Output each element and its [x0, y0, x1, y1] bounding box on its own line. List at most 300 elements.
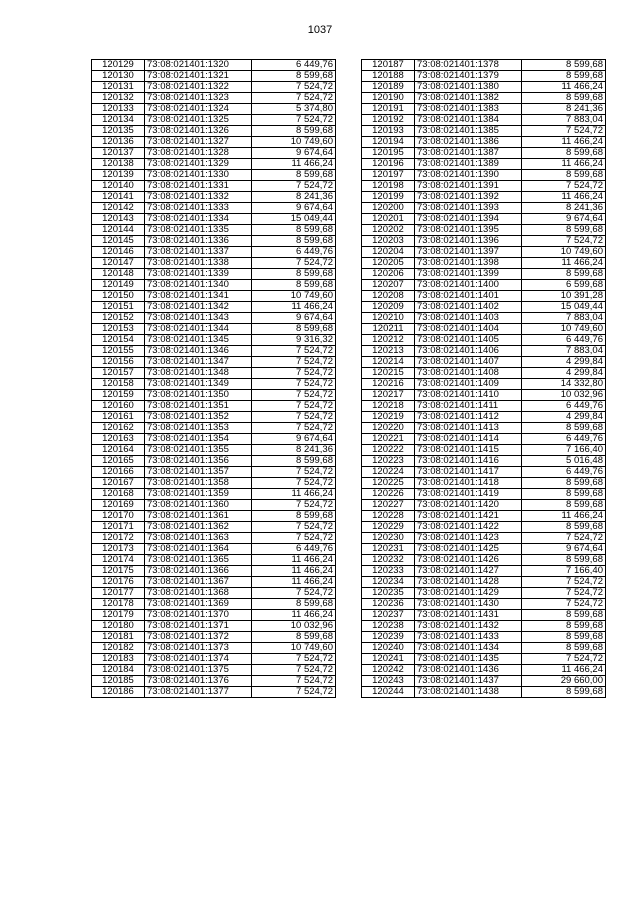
cadastral-number-cell: 73:08:021401:1405 — [415, 335, 522, 346]
row-number-cell: 120185 — [92, 676, 145, 687]
value-cell: 7 524,72 — [252, 93, 336, 104]
table-row — [362, 654, 606, 665]
table-row — [92, 324, 336, 335]
value-cell: 10 032,96 — [522, 390, 606, 401]
cadastral-number-cell: 73:08:021401:1348 — [145, 368, 252, 379]
row-number-cell: 120170 — [92, 511, 145, 522]
cadastral-number-cell: 73:08:021401:1380 — [415, 82, 522, 93]
row-number-cell: 120140 — [92, 181, 145, 192]
cadastral-number-cell: 73:08:021401:1393 — [415, 203, 522, 214]
row-number-cell: 120189 — [362, 82, 415, 93]
cadastral-number-cell: 73:08:021401:1430 — [415, 599, 522, 610]
table-row — [92, 247, 336, 258]
row-number-cell: 120243 — [362, 676, 415, 687]
table-row — [362, 126, 606, 137]
table-row — [92, 555, 336, 566]
cadastral-number-cell: 73:08:021401:1398 — [415, 258, 522, 269]
value-cell: 8 599,68 — [252, 269, 336, 280]
table-row — [92, 511, 336, 522]
table-row — [92, 93, 336, 104]
row-number-cell: 120137 — [92, 148, 145, 159]
row-number-cell: 120226 — [362, 489, 415, 500]
value-cell: 15 049,44 — [252, 214, 336, 225]
value-cell: 8 599,68 — [522, 489, 606, 500]
table-row — [362, 456, 606, 467]
table-row — [92, 71, 336, 82]
row-number-cell: 120230 — [362, 533, 415, 544]
table-row — [92, 104, 336, 115]
row-number-cell: 120192 — [362, 115, 415, 126]
row-number-cell: 120169 — [92, 500, 145, 511]
value-cell: 29 660,00 — [522, 676, 606, 687]
row-number-cell: 120229 — [362, 522, 415, 533]
table-row — [362, 225, 606, 236]
table-row — [92, 225, 336, 236]
table-row — [362, 203, 606, 214]
cadastral-number-cell: 73:08:021401:1421 — [415, 511, 522, 522]
row-number-cell: 120182 — [92, 643, 145, 654]
row-number-cell: 120217 — [362, 390, 415, 401]
row-number-cell: 120183 — [92, 654, 145, 665]
cadastral-number-cell: 73:08:021401:1378 — [415, 60, 522, 71]
table-row — [92, 148, 336, 159]
value-cell: 7 524,72 — [522, 533, 606, 544]
cadastral-number-cell: 73:08:021401:1353 — [145, 423, 252, 434]
value-cell: 7 524,72 — [252, 467, 336, 478]
cadastral-number-cell: 73:08:021401:1334 — [145, 214, 252, 225]
row-number-cell: 120213 — [362, 346, 415, 357]
row-number-cell: 120166 — [92, 467, 145, 478]
value-cell: 11 466,24 — [252, 577, 336, 588]
cadastral-number-cell: 73:08:021401:1418 — [415, 478, 522, 489]
row-number-cell: 120180 — [92, 621, 145, 632]
value-cell: 6 449,76 — [252, 544, 336, 555]
table-row — [92, 599, 336, 610]
table-row — [92, 82, 336, 93]
value-cell: 10 391,28 — [522, 291, 606, 302]
value-cell: 11 466,24 — [522, 258, 606, 269]
value-cell: 11 466,24 — [522, 511, 606, 522]
value-cell: 11 466,24 — [522, 137, 606, 148]
row-number-cell: 120168 — [92, 489, 145, 500]
table-row — [362, 467, 606, 478]
table-row — [362, 687, 606, 698]
table-row — [92, 368, 336, 379]
row-number-cell: 120135 — [92, 126, 145, 137]
value-cell: 7 166,40 — [522, 566, 606, 577]
value-cell: 8 599,68 — [252, 280, 336, 291]
row-number-cell: 120132 — [92, 93, 145, 104]
cadastral-number-cell: 73:08:021401:1320 — [145, 60, 252, 71]
cadastral-number-cell: 73:08:021401:1429 — [415, 588, 522, 599]
row-number-cell: 120199 — [362, 192, 415, 203]
table-row — [362, 566, 606, 577]
value-cell: 4 299,84 — [522, 368, 606, 379]
row-number-cell: 120215 — [362, 368, 415, 379]
value-cell: 6 449,76 — [252, 60, 336, 71]
cadastral-number-cell: 73:08:021401:1410 — [415, 390, 522, 401]
row-number-cell: 120184 — [92, 665, 145, 676]
row-number-cell: 120147 — [92, 258, 145, 269]
table-row — [362, 236, 606, 247]
cadastral-number-cell: 73:08:021401:1395 — [415, 225, 522, 236]
value-cell: 8 599,68 — [522, 522, 606, 533]
table-row — [92, 621, 336, 632]
row-number-cell: 120133 — [92, 104, 145, 115]
value-cell: 7 883,04 — [522, 115, 606, 126]
cadastral-number-cell: 73:08:021401:1367 — [145, 577, 252, 588]
cadastral-number-cell: 73:08:021401:1420 — [415, 500, 522, 511]
cadastral-number-cell: 73:08:021401:1377 — [145, 687, 252, 698]
value-cell: 7 524,72 — [252, 357, 336, 368]
value-cell: 6 449,76 — [522, 401, 606, 412]
table-row — [362, 214, 606, 225]
value-cell: 10 749,60 — [522, 324, 606, 335]
table-row — [362, 247, 606, 258]
value-cell: 8 599,68 — [252, 71, 336, 82]
table-row — [362, 610, 606, 621]
value-cell: 7 524,72 — [252, 412, 336, 423]
value-cell: 9 674,64 — [252, 148, 336, 159]
table-row — [362, 192, 606, 203]
cadastral-number-cell: 73:08:021401:1394 — [415, 214, 522, 225]
value-cell: 8 599,68 — [522, 621, 606, 632]
left-table-body — [92, 60, 336, 698]
cadastral-number-cell: 73:08:021401:1422 — [415, 522, 522, 533]
row-number-cell: 120228 — [362, 511, 415, 522]
row-number-cell: 120231 — [362, 544, 415, 555]
value-cell: 7 524,72 — [252, 346, 336, 357]
table-row — [92, 654, 336, 665]
row-number-cell: 120153 — [92, 324, 145, 335]
value-cell: 8 241,36 — [522, 203, 606, 214]
value-cell: 6 599,68 — [522, 280, 606, 291]
value-cell: 8 599,68 — [252, 456, 336, 467]
value-cell: 8 599,68 — [522, 555, 606, 566]
row-number-cell: 120214 — [362, 357, 415, 368]
cadastral-number-cell: 73:08:021401:1333 — [145, 203, 252, 214]
table-row — [92, 467, 336, 478]
value-cell: 7 883,04 — [522, 313, 606, 324]
row-number-cell: 120176 — [92, 577, 145, 588]
cadastral-number-cell: 73:08:021401:1392 — [415, 192, 522, 203]
value-cell: 4 299,84 — [522, 357, 606, 368]
row-number-cell: 120139 — [92, 170, 145, 181]
cadastral-number-cell: 73:08:021401:1423 — [415, 533, 522, 544]
cadastral-number-cell: 73:08:021401:1356 — [145, 456, 252, 467]
table-row — [92, 632, 336, 643]
value-cell: 8 599,68 — [522, 71, 606, 82]
cadastral-number-cell: 73:08:021401:1435 — [415, 654, 522, 665]
cadastral-number-cell: 73:08:021401:1415 — [415, 445, 522, 456]
row-number-cell: 120152 — [92, 313, 145, 324]
table-row — [92, 258, 336, 269]
cadastral-number-cell: 73:08:021401:1386 — [415, 137, 522, 148]
value-cell: 9 674,64 — [252, 313, 336, 324]
cadastral-number-cell: 73:08:021401:1323 — [145, 93, 252, 104]
cadastral-number-cell: 73:08:021401:1373 — [145, 643, 252, 654]
value-cell: 9 316,32 — [252, 335, 336, 346]
row-number-cell: 120227 — [362, 500, 415, 511]
table-row — [92, 390, 336, 401]
cadastral-number-cell: 73:08:021401:1425 — [415, 544, 522, 555]
cadastral-number-cell: 73:08:021401:1337 — [145, 247, 252, 258]
table-row — [92, 544, 336, 555]
cadastral-number-cell: 73:08:021401:1331 — [145, 181, 252, 192]
value-cell: 7 524,72 — [522, 654, 606, 665]
cadastral-number-cell: 73:08:021401:1408 — [415, 368, 522, 379]
table-row — [92, 170, 336, 181]
row-number-cell: 120207 — [362, 280, 415, 291]
table-row — [92, 522, 336, 533]
value-cell: 9 674,64 — [522, 544, 606, 555]
row-number-cell: 120144 — [92, 225, 145, 236]
row-number-cell: 120209 — [362, 302, 415, 313]
cadastral-number-cell: 73:08:021401:1327 — [145, 137, 252, 148]
cadastral-number-cell: 73:08:021401:1329 — [145, 159, 252, 170]
cadastral-number-cell: 73:08:021401:1339 — [145, 269, 252, 280]
value-cell: 11 466,24 — [252, 159, 336, 170]
table-row — [362, 291, 606, 302]
cadastral-number-cell: 73:08:021401:1322 — [145, 82, 252, 93]
cadastral-number-cell: 73:08:021401:1412 — [415, 412, 522, 423]
row-number-cell: 120142 — [92, 203, 145, 214]
table-row — [362, 412, 606, 423]
table-row — [92, 60, 336, 71]
value-cell: 6 449,76 — [522, 335, 606, 346]
table-row — [92, 335, 336, 346]
table-row — [92, 280, 336, 291]
row-number-cell: 120244 — [362, 687, 415, 698]
row-number-cell: 120234 — [362, 577, 415, 588]
table-row — [362, 643, 606, 654]
cadastral-number-cell: 73:08:021401:1438 — [415, 687, 522, 698]
table-row — [362, 511, 606, 522]
row-number-cell: 120186 — [92, 687, 145, 698]
row-number-cell: 120143 — [92, 214, 145, 225]
cadastral-number-cell: 73:08:021401:1391 — [415, 181, 522, 192]
row-number-cell: 120237 — [362, 610, 415, 621]
row-number-cell: 120212 — [362, 335, 415, 346]
row-number-cell: 120200 — [362, 203, 415, 214]
value-cell: 8 599,68 — [522, 643, 606, 654]
cadastral-number-cell: 73:08:021401:1354 — [145, 434, 252, 445]
value-cell: 14 332,80 — [522, 379, 606, 390]
row-number-cell: 120154 — [92, 335, 145, 346]
table-row — [362, 181, 606, 192]
row-number-cell: 120238 — [362, 621, 415, 632]
row-number-cell: 120162 — [92, 423, 145, 434]
row-number-cell: 120220 — [362, 423, 415, 434]
table-row — [362, 258, 606, 269]
table-row — [92, 423, 336, 434]
value-cell: 7 524,72 — [252, 82, 336, 93]
cadastral-number-cell: 73:08:021401:1389 — [415, 159, 522, 170]
table-row — [92, 181, 336, 192]
table-row — [362, 632, 606, 643]
row-number-cell: 120159 — [92, 390, 145, 401]
cadastral-number-cell: 73:08:021401:1355 — [145, 445, 252, 456]
cadastral-number-cell: 73:08:021401:1436 — [415, 665, 522, 676]
cadastral-number-cell: 73:08:021401:1328 — [145, 148, 252, 159]
cadastral-number-cell: 73:08:021401:1416 — [415, 456, 522, 467]
row-number-cell: 120171 — [92, 522, 145, 533]
value-cell: 5 016,48 — [522, 456, 606, 467]
cadastral-number-cell: 73:08:021401:1374 — [145, 654, 252, 665]
value-cell: 11 466,24 — [522, 665, 606, 676]
cadastral-number-cell: 73:08:021401:1369 — [145, 599, 252, 610]
cadastral-number-cell: 73:08:021401:1330 — [145, 170, 252, 181]
cadastral-number-cell: 73:08:021401:1432 — [415, 621, 522, 632]
value-cell: 8 599,68 — [522, 93, 606, 104]
cadastral-number-cell: 73:08:021401:1431 — [415, 610, 522, 621]
table-row — [362, 665, 606, 676]
table-row — [362, 599, 606, 610]
row-number-cell: 120161 — [92, 412, 145, 423]
value-cell: 7 524,72 — [252, 423, 336, 434]
row-number-cell: 120136 — [92, 137, 145, 148]
row-number-cell: 120191 — [362, 104, 415, 115]
row-number-cell: 120210 — [362, 313, 415, 324]
cadastral-number-cell: 73:08:021401:1338 — [145, 258, 252, 269]
table-row — [92, 588, 336, 599]
cadastral-number-cell: 73:08:021401:1362 — [145, 522, 252, 533]
row-number-cell: 120131 — [92, 82, 145, 93]
row-number-cell: 120198 — [362, 181, 415, 192]
row-number-cell: 120208 — [362, 291, 415, 302]
table-row — [92, 676, 336, 687]
cadastral-number-cell: 73:08:021401:1335 — [145, 225, 252, 236]
table-row — [92, 566, 336, 577]
cadastral-number-cell: 73:08:021401:1397 — [415, 247, 522, 258]
row-number-cell: 120239 — [362, 632, 415, 643]
row-number-cell: 120151 — [92, 302, 145, 313]
cadastral-number-cell: 73:08:021401:1417 — [415, 467, 522, 478]
row-number-cell: 120160 — [92, 401, 145, 412]
value-cell: 7 524,72 — [252, 390, 336, 401]
table-row — [92, 379, 336, 390]
cadastral-number-cell: 73:08:021401:1399 — [415, 269, 522, 280]
cadastral-number-cell: 73:08:021401:1324 — [145, 104, 252, 115]
row-number-cell: 120163 — [92, 434, 145, 445]
value-cell: 8 599,68 — [252, 236, 336, 247]
row-number-cell: 120240 — [362, 643, 415, 654]
table-row — [362, 401, 606, 412]
value-cell: 7 524,72 — [252, 500, 336, 511]
table-row — [362, 445, 606, 456]
table-row — [362, 71, 606, 82]
table-row — [92, 687, 336, 698]
row-number-cell: 120141 — [92, 192, 145, 203]
value-cell: 8 599,68 — [522, 423, 606, 434]
value-cell: 7 524,72 — [252, 478, 336, 489]
value-cell: 7 524,72 — [522, 599, 606, 610]
cadastral-number-cell: 73:08:021401:1340 — [145, 280, 252, 291]
cadastral-number-cell: 73:08:021401:1426 — [415, 555, 522, 566]
table-row — [362, 82, 606, 93]
value-cell: 10 749,60 — [252, 291, 336, 302]
cadastral-number-cell: 73:08:021401:1427 — [415, 566, 522, 577]
cadastral-number-cell: 73:08:021401:1379 — [415, 71, 522, 82]
cadastral-number-cell: 73:08:021401:1344 — [145, 324, 252, 335]
cadastral-number-cell: 73:08:021401:1404 — [415, 324, 522, 335]
cadastral-number-cell: 73:08:021401:1325 — [145, 115, 252, 126]
cadastral-number-cell: 73:08:021401:1433 — [415, 632, 522, 643]
row-number-cell: 120216 — [362, 379, 415, 390]
cadastral-number-cell: 73:08:021401:1370 — [145, 610, 252, 621]
table-row — [92, 665, 336, 676]
cadastral-number-cell: 73:08:021401:1406 — [415, 346, 522, 357]
row-number-cell: 120177 — [92, 588, 145, 599]
value-cell: 7 524,72 — [252, 654, 336, 665]
value-cell: 11 466,24 — [252, 555, 336, 566]
value-cell: 8 599,68 — [522, 225, 606, 236]
cadastral-number-cell: 73:08:021401:1375 — [145, 665, 252, 676]
value-cell: 7 524,72 — [522, 236, 606, 247]
value-cell: 9 674,64 — [252, 203, 336, 214]
value-cell: 8 599,68 — [252, 511, 336, 522]
table-row — [362, 280, 606, 291]
cadastral-number-cell: 73:08:021401:1411 — [415, 401, 522, 412]
table-row — [362, 522, 606, 533]
table-row — [92, 610, 336, 621]
value-cell: 8 599,68 — [522, 610, 606, 621]
cadastral-number-cell: 73:08:021401:1343 — [145, 313, 252, 324]
cadastral-number-cell: 73:08:021401:1409 — [415, 379, 522, 390]
row-number-cell: 120224 — [362, 467, 415, 478]
row-number-cell: 120221 — [362, 434, 415, 445]
row-number-cell: 120196 — [362, 159, 415, 170]
table-row — [362, 357, 606, 368]
row-number-cell: 120150 — [92, 291, 145, 302]
value-cell: 7 524,72 — [252, 368, 336, 379]
table-row — [92, 203, 336, 214]
table-row — [362, 93, 606, 104]
table-row — [92, 445, 336, 456]
table-row — [362, 269, 606, 280]
table-row — [362, 577, 606, 588]
value-cell: 6 449,76 — [522, 434, 606, 445]
page-number: 1037 — [307, 24, 333, 36]
cadastral-number-cell: 73:08:021401:1345 — [145, 335, 252, 346]
row-number-cell: 120130 — [92, 71, 145, 82]
row-number-cell: 120174 — [92, 555, 145, 566]
table-row — [92, 159, 336, 170]
cadastral-number-cell: 73:08:021401:1360 — [145, 500, 252, 511]
cadastral-number-cell: 73:08:021401:1336 — [145, 236, 252, 247]
table-row — [92, 269, 336, 280]
value-cell: 8 599,68 — [522, 632, 606, 643]
cadastral-number-cell: 73:08:021401:1387 — [415, 148, 522, 159]
table-row — [362, 137, 606, 148]
cadastral-number-cell: 73:08:021401:1352 — [145, 412, 252, 423]
row-number-cell: 120235 — [362, 588, 415, 599]
row-number-cell: 120134 — [92, 115, 145, 126]
table-row — [92, 236, 336, 247]
table-row — [362, 159, 606, 170]
row-number-cell: 120204 — [362, 247, 415, 258]
row-number-cell: 120223 — [362, 456, 415, 467]
right-register-table — [361, 59, 606, 698]
value-cell: 7 524,72 — [252, 181, 336, 192]
table-row — [92, 500, 336, 511]
table-row — [92, 412, 336, 423]
value-cell: 11 466,24 — [252, 566, 336, 577]
table-row — [92, 533, 336, 544]
row-number-cell: 120172 — [92, 533, 145, 544]
value-cell: 11 466,24 — [522, 192, 606, 203]
value-cell: 7 524,72 — [252, 665, 336, 676]
